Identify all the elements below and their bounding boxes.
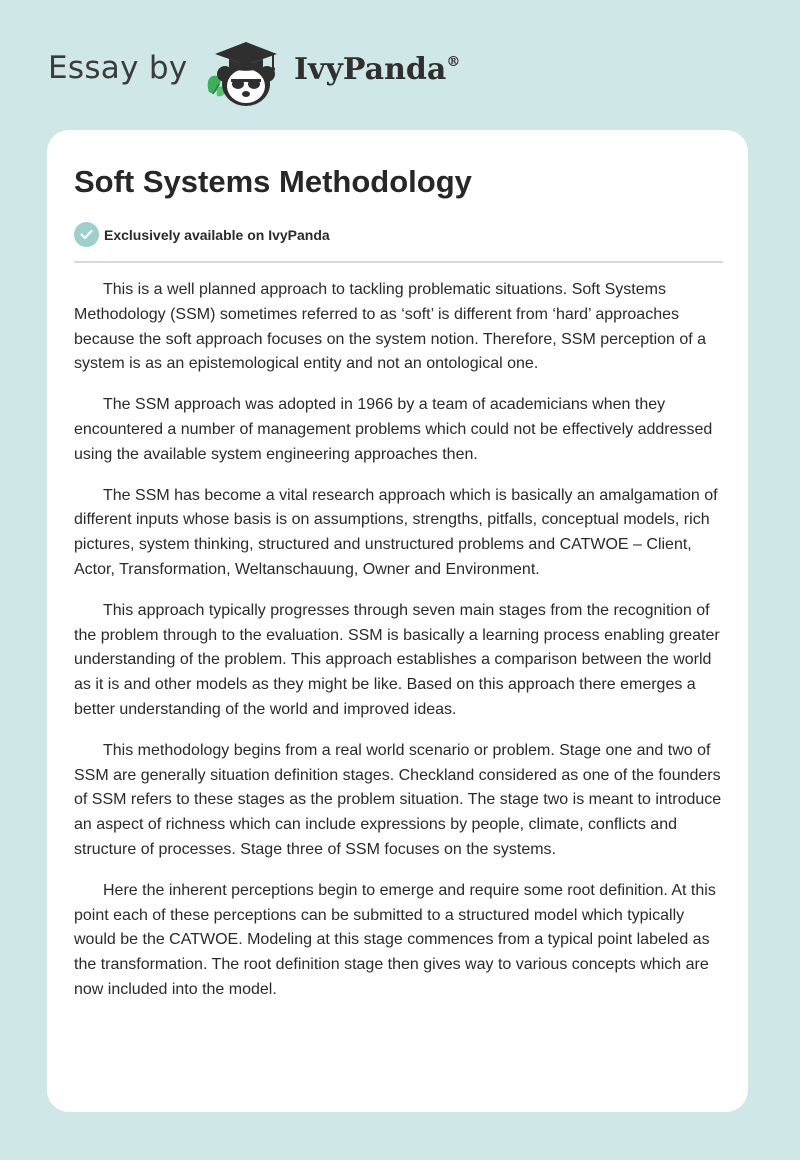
paragraph: This methodology begins from a real world scenario or problem. Stage one and two of SSM are generally situation definition stages. Checkland considered as one of the founders of SSM refers to these stages as the problem situation. The stage two is meant to introduce an aspect of richness which can include expressions by people, climate, conflicts and structure of processes. Stage three of SSM focuses on the systems. — [74, 741, 722, 858]
paragraph: This approach typically progresses through seven main stages from the recognition of the problem through to the evaluation. SSM is basically a learning process enabling greater understanding of the problem. This approach establishes a comparison between the world as it is and other models as they might be like. Based on this approach there emerges a better understanding of the world and improved ideas. — [74, 601, 720, 718]
paragraph: This is a well planned approach to tackling problematic situations. Soft Systems Methodology (SSM) sometimes referred to as ‘soft’ is different from ‘hard’ approaches because the soft approach focuses on the system notion. Therefore, SSM perception of a system is as an epistemological entity and not an ontological one. — [74, 281, 707, 373]
exclusive-badge — [74, 222, 330, 247]
brand-name — [294, 52, 460, 87]
panda-logo-icon — [203, 34, 287, 110]
brand-text: IvyPanda — [294, 52, 447, 87]
essay-body — [74, 278, 726, 1019]
registered-mark: ® — [446, 54, 461, 70]
exclusive-badge-label: Exclusively available on IvyPanda — [104, 226, 330, 243]
paragraph: The SSM approach was adopted in 1966 by a team of academicians when they encountered a number of management problems which could not be effectively addressed using the available system engineering approaches then. — [74, 396, 713, 463]
page-title: Soft Systems Methodology — [74, 164, 472, 199]
divider — [74, 261, 723, 263]
paragraph: The SSM has become a vital research approach which is basically an amalgamation of different inputs whose basis is on assumptions, strengths, pitfalls, conceptual models, rich pictures, system thinking, structured and unstructured problems and CATWOE – Client, Actor, Transformation, Weltanschauung, Owner and Environment. — [74, 486, 718, 578]
paragraph: Here the inherent perceptions begin to emerge and require some root definition. At this point each of these perceptions can be submitted to a structured model which typically would be the CATWOE. Modeling at this stage commences from a typical point labeled as the transformation. The root definition stage then gives way to various concepts which are now included into the model. — [74, 881, 716, 998]
check-icon — [74, 222, 99, 247]
essay-card — [47, 130, 748, 1112]
site-header — [48, 30, 508, 110]
essay-by-label: Essay by — [48, 50, 188, 86]
